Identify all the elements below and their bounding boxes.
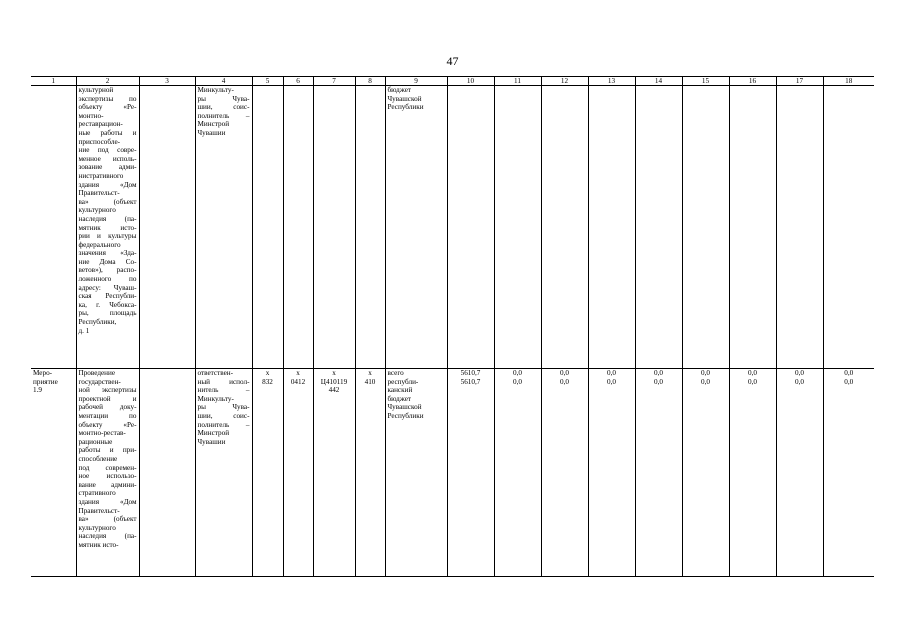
text-line: ветов»), распо- [78,266,137,275]
text-line: зование адми- [78,163,137,172]
header-cell: 1 [31,77,76,86]
text-line: ментации по [78,411,137,420]
text-line: государствен- [78,377,121,386]
cell [635,86,682,369]
text-line: Республики, [78,318,117,327]
text-line: полнитель – [197,420,250,429]
text-line: работы и при- [78,446,137,455]
header-cell: 4 [195,77,252,86]
text-line: реставрацион- [78,120,123,129]
budget-table [31,76,874,577]
text-line: ное использо- [78,472,137,481]
cell-value [823,369,874,577]
text-line: наследия (па- [78,532,137,541]
cell [541,86,588,369]
text-line: ответствен- [197,369,234,377]
header-cell: 17 [776,77,823,86]
header-cell: 13 [588,77,635,86]
header-cell: 2 [76,77,139,86]
header-cell: 15 [682,77,729,86]
page-number: 47 [446,54,459,68]
cell-value [541,369,588,577]
text-line: рабочей доку- [78,403,137,412]
text-line: бюджет [387,394,412,403]
text-line: республи- [387,377,419,386]
text-line: объекту «Ре- [78,103,137,112]
cell [139,369,195,577]
text-line: бюджет [387,86,412,94]
value-text: 0,0 [701,377,710,386]
text-line: ложенного по [78,275,137,284]
text-line: Проведение [78,369,116,377]
cell [355,86,385,369]
text-line: монтно-рестав- [78,429,126,438]
cell-description [76,369,139,577]
text-line: Республики [387,411,424,420]
text-line: федерального [78,240,121,249]
text-line: объекту «Ре- [78,420,137,429]
value-text: 0,0 [844,377,854,386]
header-cell: 16 [729,77,776,86]
text-line: полнитель – [197,111,250,120]
text-line: под современ- [78,463,137,472]
cell [494,86,541,369]
header-cell: 11 [494,77,541,86]
text-line: 832 [262,377,273,386]
cell-value [776,369,823,577]
value-text: 0,0 [513,369,522,377]
text-line: ва» (объект [78,197,137,206]
text-line: наследия (па- [78,214,137,223]
text-line: рационные [78,437,113,446]
value-text: 0,0 [654,377,663,386]
text-line: шии, соис- [197,411,250,420]
text-line: Чувашской [387,94,422,103]
text-line: x [332,369,336,377]
text-line: культурного [78,206,116,215]
header-cell: 18 [823,77,874,86]
text-line: Республики [387,103,424,112]
text-line: ва» (объект [78,515,137,524]
text-line: адресу: Чуваш- [78,283,137,292]
text-line: 442 [328,386,340,395]
text-line: экспертизы по [78,94,137,103]
cell-executor [195,369,252,577]
header-cell: 6 [283,77,313,86]
text-line: мятник исто- [78,540,119,549]
table-row [31,86,874,369]
text-line: Ц410119 [320,377,348,386]
cell-code-7 [313,369,355,577]
cell [252,86,283,369]
cell [31,86,76,369]
text-line: проектной и [78,394,137,403]
text-line: ская Республи- [78,292,137,301]
cell [588,86,635,369]
cell-value [588,369,635,577]
value-text: 0,0 [654,369,663,377]
text-line: Чувашии [197,128,226,137]
cell-executor [195,86,252,369]
text-line: x [296,369,300,377]
text-line: ной экспертизы [78,386,137,395]
text-line: значения «Зда- [78,249,137,258]
text-line: вание админи- [78,480,137,489]
text-line: ка, г. Чебокса- [78,300,137,309]
text-line: 1.9 [33,386,42,395]
text-line: ние под совре- [78,146,137,155]
value-text: 0,0 [607,369,616,377]
text-line: рии и культуры [78,232,137,241]
text-line: 410 [364,377,376,386]
text-line: всего [387,369,404,377]
cell-value [682,369,729,577]
value-text: 0,0 [560,369,569,377]
value-text: 5610,7 [460,369,481,377]
text-line: Минстрой [197,120,230,129]
cell-event-number [31,369,76,577]
cell [447,86,494,369]
text-line: Правительст- [78,506,120,515]
text-line: здания «Дом [78,180,137,189]
text-line: культурного [78,523,116,532]
cell-code-8 [355,369,385,577]
value-text: 0,0 [795,369,804,377]
text-line: Меро- [33,369,53,377]
text-line: мятник исто- [78,223,137,232]
cell-value [729,369,776,577]
text-line: приспособле- [78,137,121,146]
text-line: стративного [78,489,116,498]
cell-funding-source [385,369,447,577]
table-row [31,369,874,577]
value-text: 0,0 [701,369,710,377]
text-line: ние Дома Со- [78,257,137,266]
value-text: 0,0 [748,369,757,377]
header-cell: 3 [139,77,195,86]
cell [823,86,874,369]
text-line: ры Чува- [197,403,250,412]
text-line: x [265,369,270,377]
text-line: ры Чува- [197,94,250,103]
value-text: 5610,7 [460,377,481,386]
text-line: канский [387,386,413,395]
text-line: ры, площадь [78,309,137,318]
value-text: 0,0 [795,377,804,386]
text-line: x [368,369,372,377]
cell-code-5 [252,369,283,577]
header-cell: 7 [313,77,355,86]
cell [682,86,729,369]
text-line: Чувашии [197,437,226,446]
text-line: д. 1 [78,326,90,335]
value-text: 0,0 [844,369,854,377]
cell-value [447,369,494,577]
text-line: нитель – [197,386,250,395]
header-cell: 14 [635,77,682,86]
header-cell: 10 [447,77,494,86]
cell-description [76,86,139,369]
header-cell: 8 [355,77,385,86]
text-line: культурной [78,86,114,94]
value-text: 0,0 [560,377,569,386]
cell-value [494,369,541,577]
text-line: Минстрой [197,429,230,438]
cell [729,86,776,369]
text-line: Правительст- [78,189,120,198]
cell [776,86,823,369]
cell-funding-source [385,86,447,369]
cell [283,86,313,369]
text-line: ный испол- [197,377,250,386]
header-cell: 5 [252,77,283,86]
header-cell: 12 [541,77,588,86]
value-text: 0,0 [748,377,757,386]
text-line: шии, соис- [197,103,250,112]
text-line: ные работы и [78,128,137,137]
header-cell: 9 [385,77,447,86]
text-line: приятие [33,377,58,386]
text-line: Чувашской [387,403,422,412]
cell [313,86,355,369]
text-line: здания «Дом [78,497,137,506]
value-text: 0,0 [513,377,522,386]
text-line: способление [78,454,118,463]
text-line: нистративного [78,171,124,180]
cell-value [635,369,682,577]
cell [139,86,195,369]
text-line: менное исполь- [78,154,137,163]
cell-code-6 [283,369,313,577]
text-line: Минкульту- [197,86,234,94]
header-row [31,77,874,86]
text-line: Минкульту- [197,394,234,403]
text-line: 0412 [290,377,306,386]
value-text: 0,0 [607,377,616,386]
text-line: монтно- [78,111,104,120]
